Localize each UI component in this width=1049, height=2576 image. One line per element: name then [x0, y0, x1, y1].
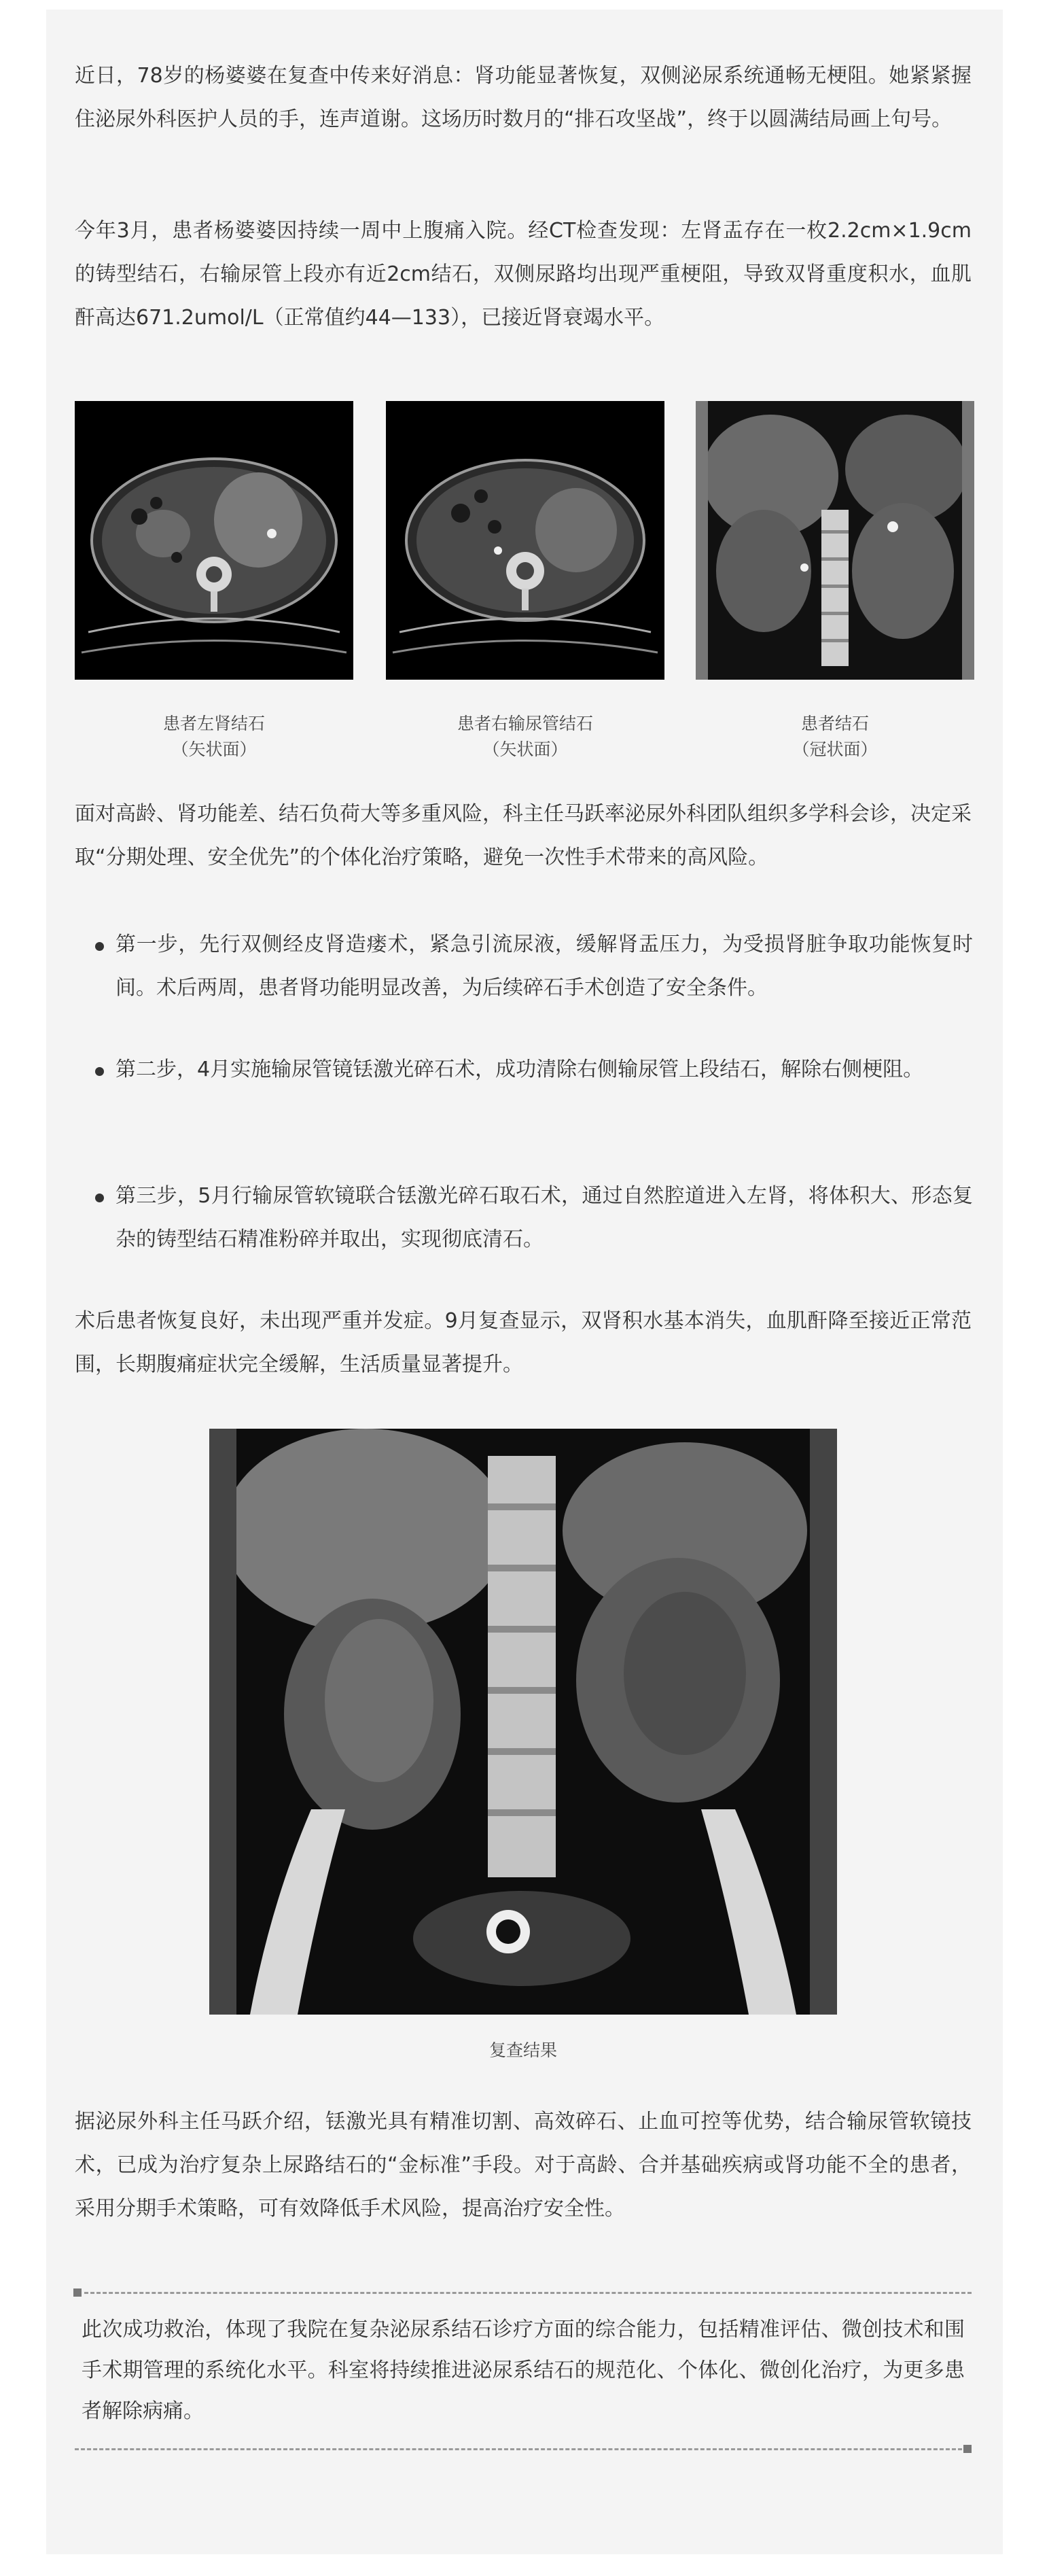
intro-paragraph: 近日，78岁的杨婆婆在复查中传来好消息：肾功能显著恢复，双侧泌尿系统通畅无梗阻。她紧紧握住泌尿外科医护人员的手，连声道谢。这场历时数月的“排石攻坚战”，终于以圆满结局画上句号。	[75, 64, 972, 131]
figure-caption-2	[386, 711, 664, 763]
ct-image-coronal	[696, 401, 974, 680]
caption-view: （矢状面）	[482, 739, 568, 759]
caption-view: （冠状面）	[792, 739, 878, 759]
followup-ct-image	[209, 1429, 837, 2015]
figure-caption-1	[75, 711, 353, 763]
expert-paragraph: 据泌尿外科主任马跃介绍，铥激光具有精准切割、高效碎石、止血可控等优势，结合输尿管软镜技术，已成为治疗复杂上尿路结石的“金标准”手段。对于高龄、合并基础疾病或肾功能不全的患者，采用分期手术策略，可有效降低手术风险，提高治疗安全性。	[75, 2110, 972, 2221]
ct-axial-image-1	[75, 401, 353, 680]
caption-title: 患者结石	[800, 714, 869, 733]
bullet-dot-icon	[95, 942, 104, 951]
caption-title: 患者左肾结石	[162, 714, 265, 733]
strategy-paragraph: 面对高龄、肾功能差、结石负荷大等多重风险，科主任马跃率泌尿外科团队组织多学科会诊，决定采取“分期处理、安全优先”的个体化治疗策略，避免一次性手术带来的高风险。	[75, 802, 972, 869]
ct-image-right-ureter	[386, 401, 664, 680]
ct-coronal-image	[696, 401, 974, 680]
divider-bottom	[75, 2448, 962, 2450]
divider-square-icon	[963, 2445, 972, 2453]
divider-top	[84, 2292, 972, 2294]
followup-coronal-image	[209, 1429, 837, 2015]
followup-caption: 复查结果	[488, 2040, 557, 2060]
outcome-paragraph: 术后患者恢复良好，未出现严重并发症。9月复查显示，双肾积水基本消失，血肌酐降至接近正常范围，长期腹痛症状完全缓解，生活质量显著提升。	[75, 1309, 972, 1376]
bullet-dot-icon	[95, 1067, 104, 1076]
ct-image-left-kidney	[75, 401, 353, 680]
step-item-1: 第一步，先行双侧经皮肾造瘘术，紧急引流尿液，缓解肾盂压力，为受损肾脏争取功能恢复时间。术后两周，患者肾功能明显改善，为后续碎石手术创造了安全条件。	[115, 933, 973, 1000]
caption-title: 患者右输尿管结石	[457, 714, 593, 733]
ct-axial-image-2	[386, 401, 664, 680]
step-item-2: 第二步，4月实施输尿管镜铥激光碎石术，成功清除右侧输尿管上段结石，解除右侧梗阻。	[115, 1058, 924, 1081]
figure-caption-3	[696, 711, 974, 763]
caption-view: （矢状面）	[171, 739, 257, 759]
divider-square-icon	[73, 2288, 82, 2297]
bullet-dot-icon	[95, 1194, 104, 1202]
closing-note: 此次成功救治，体现了我院在复杂泌尿系结石诊疗方面的综合能力，包括精准评估、微创技术和围手术期管理的系统化水平。科室将持续推进泌尿系结石的规范化、个体化、微创化治疗，为更多患者解除病痛。	[82, 2318, 965, 2423]
step-item-3: 第三步，5月行输尿管软镜联合铥激光碎石取石术，通过自然腔道进入左肾，将体积大、形态复杂的铸型结石精准粉碎并取出，实现彻底清石。	[115, 1184, 973, 1251]
admission-paragraph: 今年3月，患者杨婆婆因持续一周中上腹痛入院。经CT检查发现：左肾盂存在一枚2.2cm×1.9cm的铸型结石，右输尿管上段亦有近2cm结石，双侧尿路均出现严重梗阻，导致双肾重度积水，血肌酐高达671.2umol/L（正常值约44—133），已接近肾衰竭水平。	[75, 219, 972, 330]
